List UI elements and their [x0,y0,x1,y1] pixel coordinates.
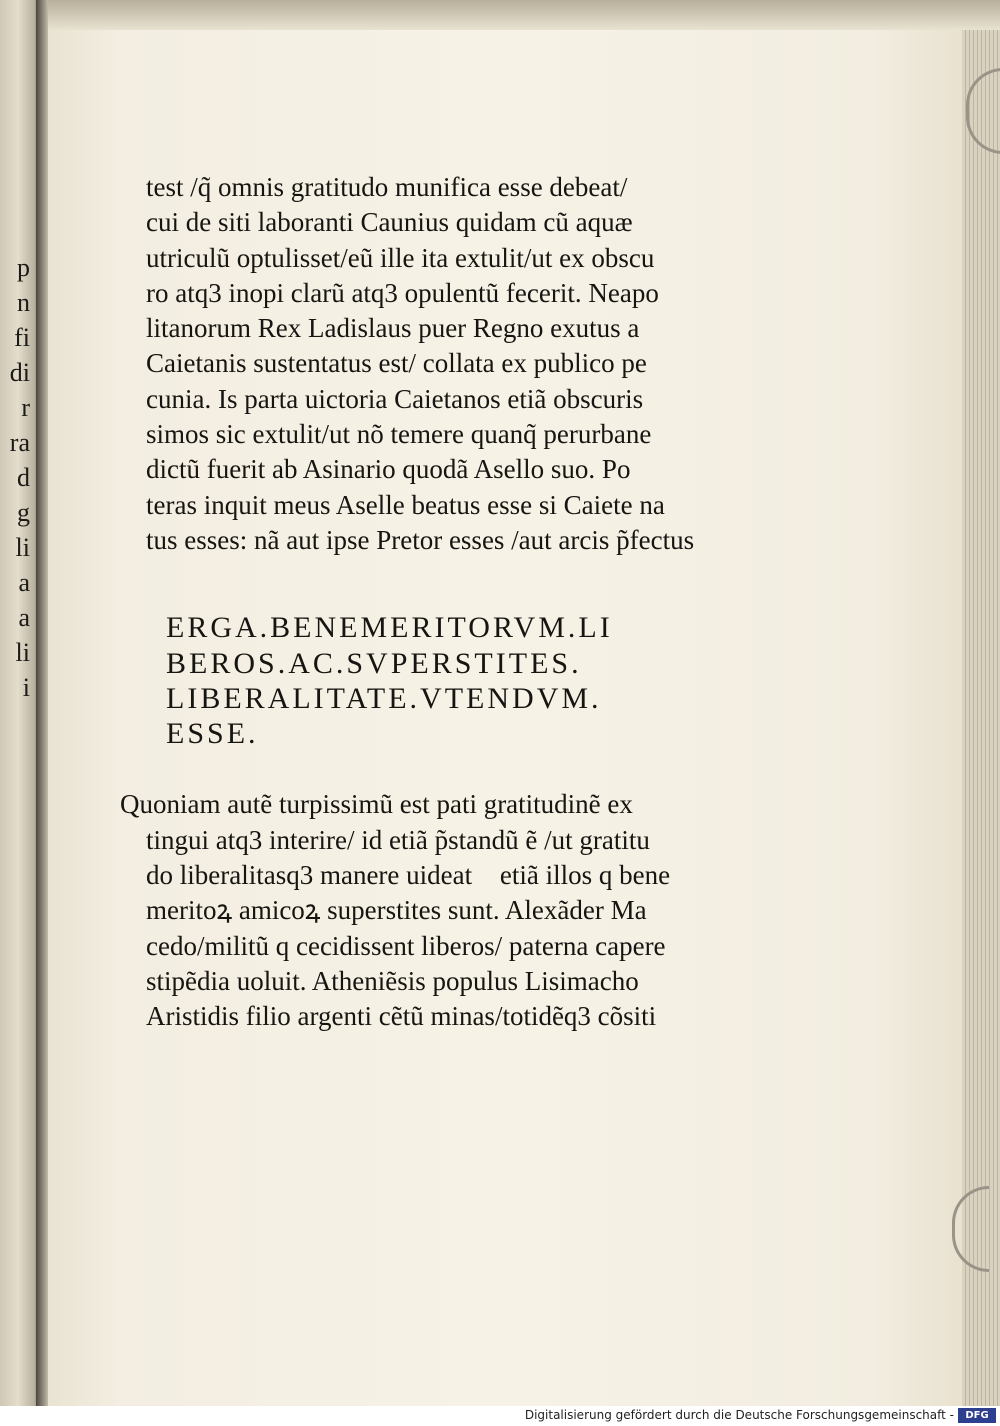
paragraph-1 [146,170,720,558]
text-line: utriculũ optulisset/eũ ille ita extulit/ut ex obscu [146,242,655,273]
footer-credit: Digitalisierung gefördert durch die Deutsche Forschungsgemeinschaft - [524,1408,954,1422]
heading-line: ERGA.BENEMERITORVM.LI [166,611,613,645]
facing-page-fragment: fi [14,323,30,352]
facing-page-fragment: li [15,638,30,667]
page-text [120,170,720,1035]
facing-page-fragment: a [18,603,30,632]
text-line: Quoniam autẽ turpissimũ est pati gratitudinẽ ex [120,789,633,820]
heading-line: BEROS.AC.SVPERSTITES. [166,646,582,680]
facing-page-fragment: a [18,568,30,597]
facing-page-fragment: r [21,393,30,422]
text-line: tingui atq3 interire/ id etiã p̃standũ ẽ /ut gratitu [146,824,650,855]
heading-line: LIBERALITATE.VTENDVM. [166,681,602,715]
text-line: tus esses: nã aut ipse Pretor esses /aut arcis p̃fectus [146,524,695,555]
heading-line: ESSE. [166,717,259,751]
facing-page-edge [0,0,40,1406]
facing-page-fragment: p [17,253,30,282]
text-line: simos sic extulit/ut nõ temere quanq̃ perurbane [146,419,652,450]
facing-page-fragment: n [17,288,30,317]
dfg-logo: DFG [958,1408,996,1423]
text-line: cunia. Is parta uictoria Caietanos etiã obscuris [146,383,644,414]
text-line: stipẽdia uoluit. Atheniẽsis populus Lisimacho [146,965,639,996]
facing-page-text [0,250,30,705]
text-line: meritoꝝ amicoꝝ superstites sunt. Alexãder Ma [146,895,647,926]
text-line: litanorum Rex Ladislaus puer Regno exutus a [146,313,640,344]
text-line: ro atq3 inopi clarũ atq3 opulentũ fecerit. Neapo [146,277,659,308]
facing-page-fragment: di [9,358,30,387]
text-line: dictũ fuerit ab Asinario quodã Asello suo. Po [146,454,631,485]
facing-page-fragment: ra [9,428,30,457]
text-line: do liberalitasq3 manere uideat᷑ etiã illos q bene [146,860,671,891]
section-heading [166,610,720,751]
facing-page-fragment: i [22,673,30,702]
text-line: Aristidis filio argenti cẽtũ minas/totidẽq3 cõsiti [146,1001,657,1032]
page-top-edge [48,0,1000,30]
text-line: Caietanis sustentatus est/ collata ex publico pe [146,348,647,379]
text-line: cedo/militũ q cecidissent liberos/ paterna capere [146,930,666,961]
text-line: cui de siti laboranti Caunius quidam cũ aquæ [146,207,633,238]
facing-page-fragment: d [17,463,30,492]
text-line: test /q̃ omnis gratitudo munifica esse debeat/ [146,172,628,202]
paragraph-2 [120,787,720,1034]
facing-page-fragment: g [17,498,30,527]
text-line: teras inquit meus Aselle beatus esse si Caiete na [146,489,665,520]
facing-page-fragment: li [15,533,30,562]
footer [0,1406,1000,1426]
